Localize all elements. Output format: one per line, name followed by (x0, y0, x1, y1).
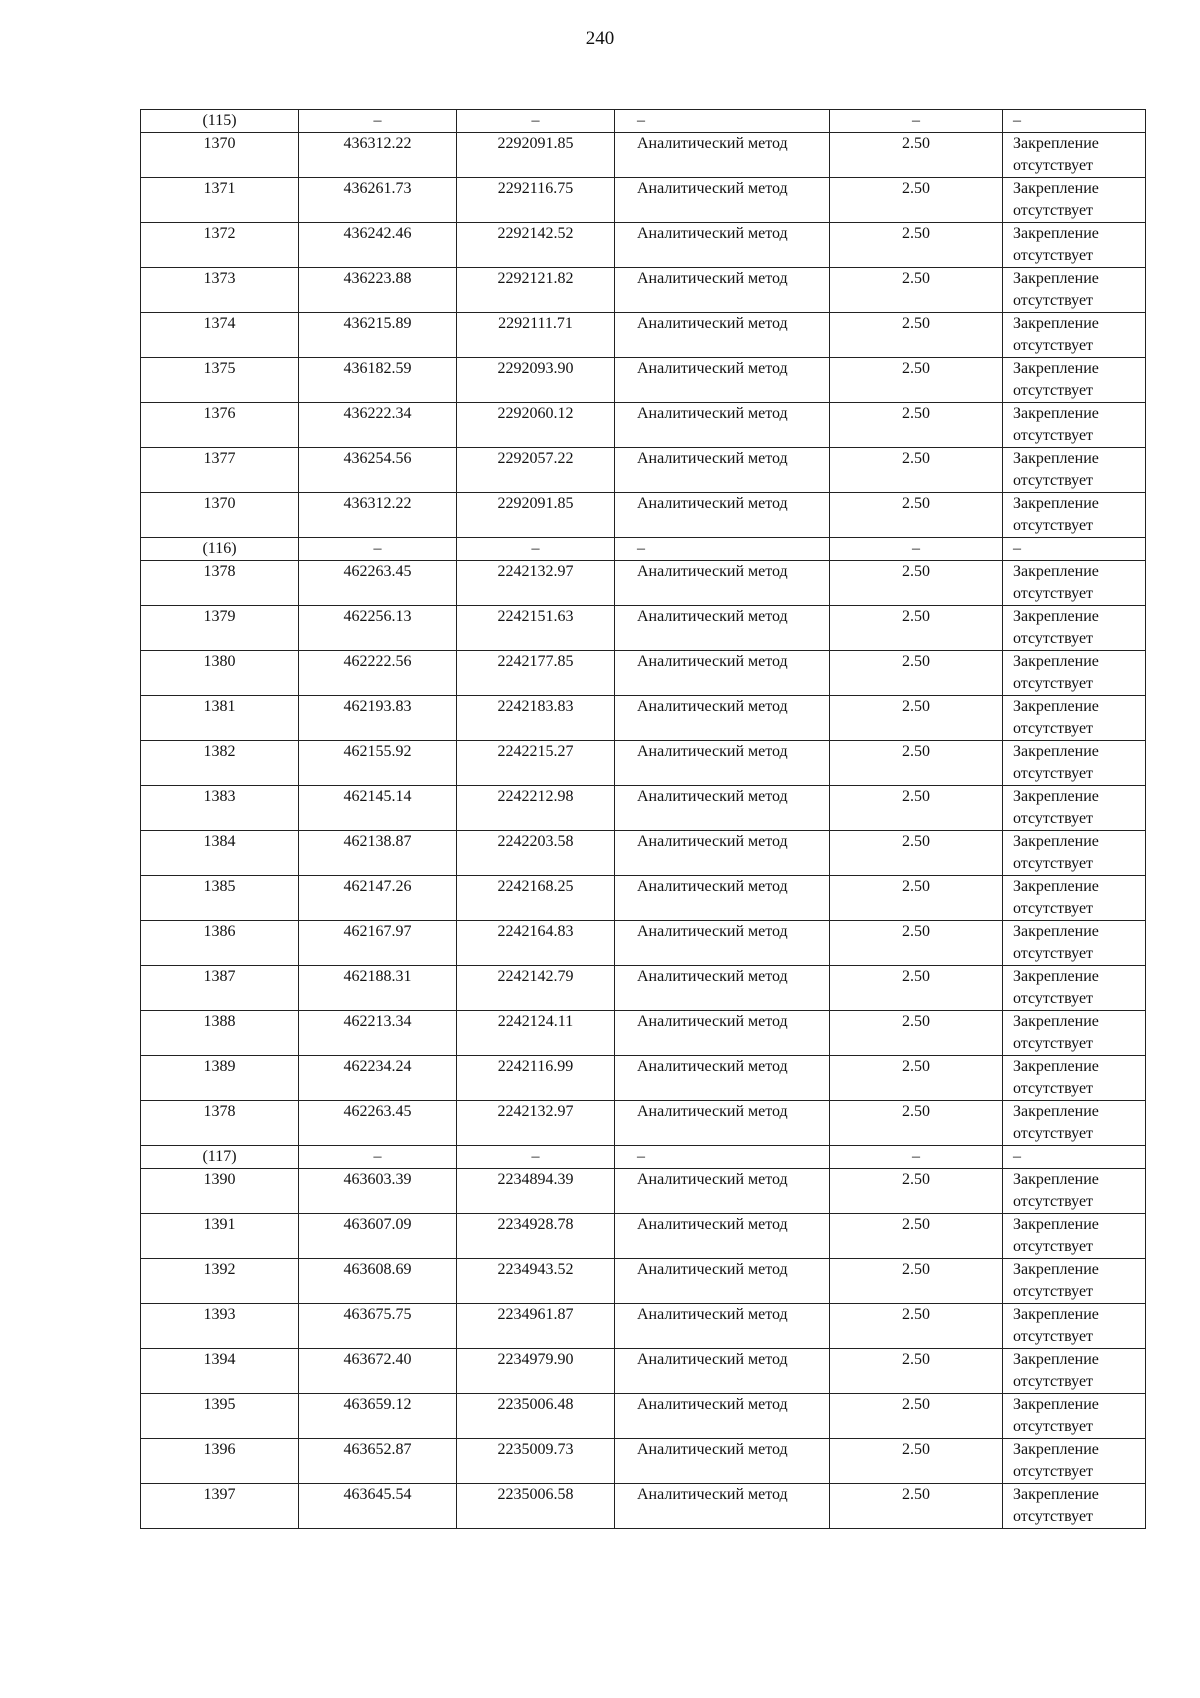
method-cell: Аналитический метод (615, 1169, 830, 1214)
y-coordinate-cell: 2234943.52 (457, 1259, 615, 1304)
y-coordinate-cell: 2242132.97 (457, 561, 615, 606)
table-row (141, 1439, 1146, 1484)
contour-header-row (141, 538, 1146, 561)
table-row (141, 313, 1146, 358)
y-coordinate-cell: 2234979.90 (457, 1349, 615, 1394)
point-number-cell: 1389 (141, 1056, 299, 1101)
accuracy-cell: 2.50 (830, 651, 1003, 696)
table-row (141, 403, 1146, 448)
method-cell: Аналитический метод (615, 493, 830, 538)
x-coordinate-cell: 463652.87 (299, 1439, 457, 1484)
accuracy-cell: 2.50 (830, 966, 1003, 1011)
accuracy-cell: 2.50 (830, 1259, 1003, 1304)
point-number-cell: 1371 (141, 178, 299, 223)
y-coordinate-cell: 2292091.85 (457, 493, 615, 538)
fixing-cell: – (1003, 1146, 1146, 1169)
method-cell: Аналитический метод (615, 1394, 830, 1439)
point-number-cell: 1370 (141, 493, 299, 538)
point-number-cell: 1382 (141, 741, 299, 786)
accuracy-cell: 2.50 (830, 1214, 1003, 1259)
x-coordinate-cell: 462256.13 (299, 606, 457, 651)
method-cell: Аналитический метод (615, 403, 830, 448)
point-number-cell: 1394 (141, 1349, 299, 1394)
method-cell: Аналитический метод (615, 1056, 830, 1101)
method-cell: Аналитический метод (615, 696, 830, 741)
method-cell: Аналитический метод (615, 831, 830, 876)
accuracy-cell: 2.50 (830, 696, 1003, 741)
x-coordinate-cell: 436182.59 (299, 358, 457, 403)
x-coordinate-cell: 436312.22 (299, 133, 457, 178)
table-row (141, 178, 1146, 223)
y-coordinate-cell: 2242215.27 (457, 741, 615, 786)
table-row (141, 1349, 1146, 1394)
table-row (141, 1011, 1146, 1056)
y-coordinate-cell: 2292142.52 (457, 223, 615, 268)
x-coordinate-cell: 462147.26 (299, 876, 457, 921)
contour-header-row (141, 110, 1146, 133)
accuracy-cell: 2.50 (830, 1439, 1003, 1484)
accuracy-cell: 2.50 (830, 358, 1003, 403)
table-row (141, 358, 1146, 403)
y-coordinate-cell: 2242142.79 (457, 966, 615, 1011)
x-coordinate-cell: 436242.46 (299, 223, 457, 268)
coordinates-table (140, 109, 1146, 1529)
y-coordinate-cell: 2292060.12 (457, 403, 615, 448)
accuracy-cell: 2.50 (830, 741, 1003, 786)
table-row (141, 1214, 1146, 1259)
y-coordinate-cell: 2292057.22 (457, 448, 615, 493)
fixing-cell: Закрепление отсутствует (1003, 1056, 1146, 1101)
table-row (141, 741, 1146, 786)
table-row (141, 651, 1146, 696)
x-coordinate-cell: 462263.45 (299, 1101, 457, 1146)
fixing-cell: Закрепление отсутствует (1003, 1214, 1146, 1259)
x-coordinate-cell: 462193.83 (299, 696, 457, 741)
point-number-cell: 1378 (141, 1101, 299, 1146)
y-coordinate-cell: 2242151.63 (457, 606, 615, 651)
coordinates-table-body (141, 110, 1146, 1529)
x-coordinate-cell: 436223.88 (299, 268, 457, 313)
x-coordinate-cell: 462222.56 (299, 651, 457, 696)
table-row (141, 223, 1146, 268)
y-coordinate-cell: 2242168.25 (457, 876, 615, 921)
table-row (141, 1056, 1146, 1101)
point-number-cell: 1393 (141, 1304, 299, 1349)
point-number-cell: 1388 (141, 1011, 299, 1056)
x-coordinate-cell: 462167.97 (299, 921, 457, 966)
accuracy-cell: 2.50 (830, 268, 1003, 313)
fixing-cell: Закрепление отсутствует (1003, 448, 1146, 493)
accuracy-cell: 2.50 (830, 831, 1003, 876)
method-cell: Аналитический метод (615, 1439, 830, 1484)
point-number-cell: 1378 (141, 561, 299, 606)
fixing-cell: Закрепление отсутствует (1003, 1439, 1146, 1484)
y-coordinate-cell: 2235006.58 (457, 1484, 615, 1529)
method-cell: Аналитический метод (615, 966, 830, 1011)
method-cell: – (615, 1146, 830, 1169)
y-coordinate-cell: 2242132.97 (457, 1101, 615, 1146)
point-number-cell: (115) (141, 110, 299, 133)
x-coordinate-cell: 463672.40 (299, 1349, 457, 1394)
method-cell: Аналитический метод (615, 133, 830, 178)
method-cell: Аналитический метод (615, 1101, 830, 1146)
point-number-cell: 1373 (141, 268, 299, 313)
accuracy-cell: – (830, 538, 1003, 561)
y-coordinate-cell: – (457, 1146, 615, 1169)
method-cell: Аналитический метод (615, 313, 830, 358)
fixing-cell: Закрепление отсутствует (1003, 1169, 1146, 1214)
accuracy-cell: 2.50 (830, 606, 1003, 651)
x-coordinate-cell: 462234.24 (299, 1056, 457, 1101)
fixing-cell: Закрепление отсутствует (1003, 223, 1146, 268)
x-coordinate-cell: 436222.34 (299, 403, 457, 448)
x-coordinate-cell: 436215.89 (299, 313, 457, 358)
point-number-cell: 1383 (141, 786, 299, 831)
point-number-cell: 1375 (141, 358, 299, 403)
point-number-cell: 1374 (141, 313, 299, 358)
x-coordinate-cell: 462145.14 (299, 786, 457, 831)
point-number-cell: 1380 (141, 651, 299, 696)
y-coordinate-cell: 2292121.82 (457, 268, 615, 313)
fixing-cell: Закрепление отсутствует (1003, 1259, 1146, 1304)
table-row (141, 696, 1146, 741)
accuracy-cell: 2.50 (830, 1349, 1003, 1394)
y-coordinate-cell: 2292091.85 (457, 133, 615, 178)
accuracy-cell: 2.50 (830, 921, 1003, 966)
method-cell: Аналитический метод (615, 448, 830, 493)
y-coordinate-cell: – (457, 110, 615, 133)
method-cell: Аналитический метод (615, 876, 830, 921)
method-cell: Аналитический метод (615, 1214, 830, 1259)
y-coordinate-cell: 2242177.85 (457, 651, 615, 696)
x-coordinate-cell: 463645.54 (299, 1484, 457, 1529)
accuracy-cell: 2.50 (830, 1101, 1003, 1146)
point-number-cell: 1379 (141, 606, 299, 651)
y-coordinate-cell: 2234961.87 (457, 1304, 615, 1349)
fixing-cell: Закрепление отсутствует (1003, 966, 1146, 1011)
method-cell: Аналитический метод (615, 1349, 830, 1394)
x-coordinate-cell: 436261.73 (299, 178, 457, 223)
table-row (141, 831, 1146, 876)
table-row (141, 921, 1146, 966)
table-row (141, 561, 1146, 606)
fixing-cell: Закрепление отсутствует (1003, 133, 1146, 178)
table-row (141, 786, 1146, 831)
method-cell: Аналитический метод (615, 561, 830, 606)
page-number: 240 (585, 28, 615, 49)
y-coordinate-cell: 2292111.71 (457, 313, 615, 358)
method-cell: Аналитический метод (615, 1304, 830, 1349)
fixing-cell: Закрепление отсутствует (1003, 606, 1146, 651)
fixing-cell: Закрепление отсутствует (1003, 1484, 1146, 1529)
y-coordinate-cell: 2292116.75 (457, 178, 615, 223)
x-coordinate-cell: 463608.69 (299, 1259, 457, 1304)
x-coordinate-cell: 436254.56 (299, 448, 457, 493)
accuracy-cell: 2.50 (830, 178, 1003, 223)
y-coordinate-cell: 2234928.78 (457, 1214, 615, 1259)
fixing-cell: Закрепление отсутствует (1003, 651, 1146, 696)
x-coordinate-cell: 462155.92 (299, 741, 457, 786)
accuracy-cell: 2.50 (830, 1394, 1003, 1439)
method-cell: Аналитический метод (615, 268, 830, 313)
y-coordinate-cell: 2242212.98 (457, 786, 615, 831)
fixing-cell: – (1003, 538, 1146, 561)
x-coordinate-cell: – (299, 1146, 457, 1169)
fixing-cell: Закрепление отсутствует (1003, 786, 1146, 831)
y-coordinate-cell: 2235006.48 (457, 1394, 615, 1439)
method-cell: Аналитический метод (615, 223, 830, 268)
accuracy-cell: – (830, 110, 1003, 133)
point-number-cell: 1395 (141, 1394, 299, 1439)
fixing-cell: Закрепление отсутствует (1003, 876, 1146, 921)
method-cell: – (615, 538, 830, 561)
x-coordinate-cell: 463603.39 (299, 1169, 457, 1214)
x-coordinate-cell: 463659.12 (299, 1394, 457, 1439)
table-row (141, 1101, 1146, 1146)
fixing-cell: Закрепление отсутствует (1003, 561, 1146, 606)
method-cell: – (615, 110, 830, 133)
point-number-cell: 1392 (141, 1259, 299, 1304)
method-cell: Аналитический метод (615, 651, 830, 696)
accuracy-cell: 2.50 (830, 133, 1003, 178)
accuracy-cell: – (830, 1146, 1003, 1169)
table-row (141, 133, 1146, 178)
point-number-cell: (116) (141, 538, 299, 561)
x-coordinate-cell: 463675.75 (299, 1304, 457, 1349)
method-cell: Аналитический метод (615, 1259, 830, 1304)
accuracy-cell: 2.50 (830, 876, 1003, 921)
x-coordinate-cell: – (299, 110, 457, 133)
point-number-cell: 1370 (141, 133, 299, 178)
x-coordinate-cell: – (299, 538, 457, 561)
fixing-cell: Закрепление отсутствует (1003, 921, 1146, 966)
table-row (141, 1304, 1146, 1349)
y-coordinate-cell: 2242203.58 (457, 831, 615, 876)
point-number-cell: 1386 (141, 921, 299, 966)
accuracy-cell: 2.50 (830, 786, 1003, 831)
y-coordinate-cell: 2242116.99 (457, 1056, 615, 1101)
fixing-cell: Закрепление отсутствует (1003, 1011, 1146, 1056)
method-cell: Аналитический метод (615, 921, 830, 966)
accuracy-cell: 2.50 (830, 1304, 1003, 1349)
accuracy-cell: 2.50 (830, 448, 1003, 493)
method-cell: Аналитический метод (615, 741, 830, 786)
point-number-cell: 1376 (141, 403, 299, 448)
fixing-cell: Закрепление отсутствует (1003, 313, 1146, 358)
y-coordinate-cell: 2235009.73 (457, 1439, 615, 1484)
table-row (141, 966, 1146, 1011)
method-cell: Аналитический метод (615, 606, 830, 651)
table-row (141, 493, 1146, 538)
accuracy-cell: 2.50 (830, 1169, 1003, 1214)
accuracy-cell: 2.50 (830, 1011, 1003, 1056)
table-row (141, 606, 1146, 651)
y-coordinate-cell: 2234894.39 (457, 1169, 615, 1214)
point-number-cell: (117) (141, 1146, 299, 1169)
accuracy-cell: 2.50 (830, 313, 1003, 358)
method-cell: Аналитический метод (615, 786, 830, 831)
method-cell: Аналитический метод (615, 1484, 830, 1529)
fixing-cell: Закрепление отсутствует (1003, 696, 1146, 741)
fixing-cell: – (1003, 110, 1146, 133)
y-coordinate-cell: 2242124.11 (457, 1011, 615, 1056)
accuracy-cell: 2.50 (830, 403, 1003, 448)
fixing-cell: Закрепление отсутствует (1003, 831, 1146, 876)
method-cell: Аналитический метод (615, 1011, 830, 1056)
fixing-cell: Закрепление отсутствует (1003, 358, 1146, 403)
table-row (141, 448, 1146, 493)
fixing-cell: Закрепление отсутствует (1003, 1394, 1146, 1439)
table-row (141, 1259, 1146, 1304)
fixing-cell: Закрепление отсутствует (1003, 268, 1146, 313)
y-coordinate-cell: – (457, 538, 615, 561)
accuracy-cell: 2.50 (830, 1056, 1003, 1101)
point-number-cell: 1391 (141, 1214, 299, 1259)
fixing-cell: Закрепление отсутствует (1003, 493, 1146, 538)
method-cell: Аналитический метод (615, 358, 830, 403)
accuracy-cell: 2.50 (830, 493, 1003, 538)
fixing-cell: Закрепление отсутствует (1003, 741, 1146, 786)
table-row (141, 1169, 1146, 1214)
accuracy-cell: 2.50 (830, 561, 1003, 606)
y-coordinate-cell: 2242183.83 (457, 696, 615, 741)
y-coordinate-cell: 2242164.83 (457, 921, 615, 966)
table-row (141, 1394, 1146, 1439)
x-coordinate-cell: 462263.45 (299, 561, 457, 606)
x-coordinate-cell: 462138.87 (299, 831, 457, 876)
point-number-cell: 1372 (141, 223, 299, 268)
point-number-cell: 1385 (141, 876, 299, 921)
fixing-cell: Закрепление отсутствует (1003, 1101, 1146, 1146)
x-coordinate-cell: 436312.22 (299, 493, 457, 538)
table-row (141, 876, 1146, 921)
method-cell: Аналитический метод (615, 178, 830, 223)
fixing-cell: Закрепление отсутствует (1003, 1304, 1146, 1349)
fixing-cell: Закрепление отсутствует (1003, 403, 1146, 448)
point-number-cell: 1381 (141, 696, 299, 741)
y-coordinate-cell: 2292093.90 (457, 358, 615, 403)
x-coordinate-cell: 462213.34 (299, 1011, 457, 1056)
table-row (141, 268, 1146, 313)
contour-header-row (141, 1146, 1146, 1169)
fixing-cell: Закрепление отсутствует (1003, 1349, 1146, 1394)
point-number-cell: 1396 (141, 1439, 299, 1484)
accuracy-cell: 2.50 (830, 1484, 1003, 1529)
x-coordinate-cell: 462188.31 (299, 966, 457, 1011)
x-coordinate-cell: 463607.09 (299, 1214, 457, 1259)
point-number-cell: 1377 (141, 448, 299, 493)
point-number-cell: 1397 (141, 1484, 299, 1529)
accuracy-cell: 2.50 (830, 223, 1003, 268)
fixing-cell: Закрепление отсутствует (1003, 178, 1146, 223)
point-number-cell: 1384 (141, 831, 299, 876)
point-number-cell: 1387 (141, 966, 299, 1011)
point-number-cell: 1390 (141, 1169, 299, 1214)
table-row (141, 1484, 1146, 1529)
